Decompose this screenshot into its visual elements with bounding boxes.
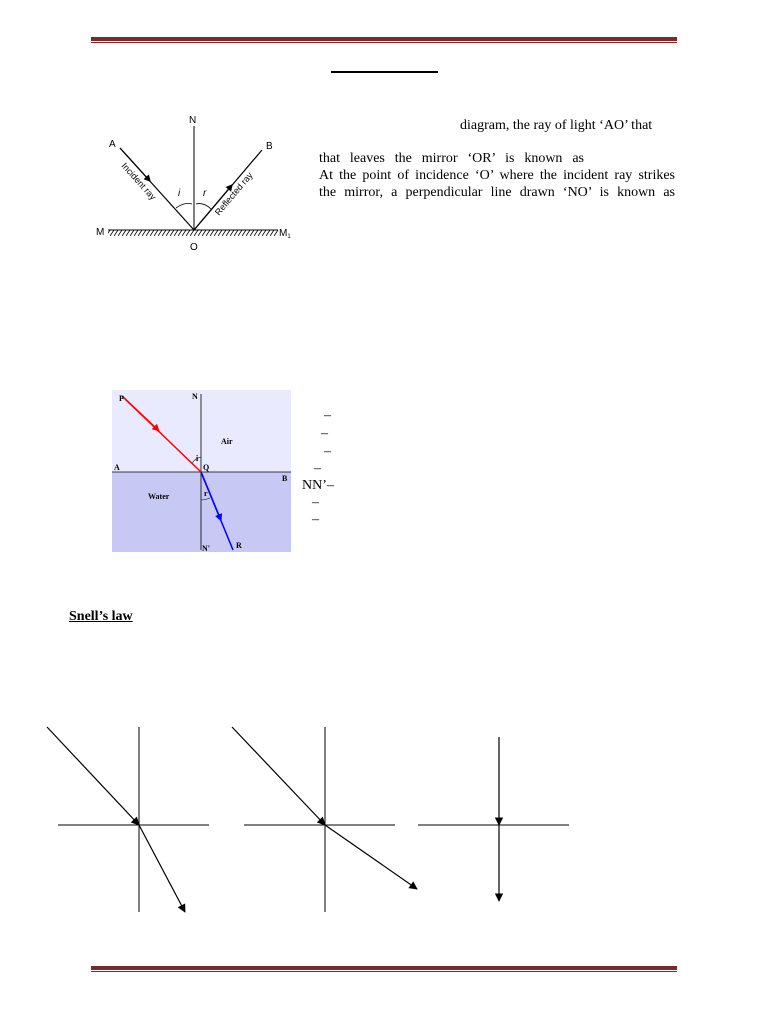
label-i: i bbox=[196, 454, 199, 463]
label-n: N bbox=[192, 392, 198, 401]
ray-diagram-2 bbox=[232, 727, 417, 912]
label-i: i bbox=[178, 188, 181, 199]
bottom-rule bbox=[91, 966, 677, 970]
ray-diagram-1 bbox=[47, 727, 209, 912]
label-m1-sub: 1 bbox=[287, 234, 291, 240]
label-n: N bbox=[189, 115, 197, 126]
snells-law-heading: Snell’s law bbox=[69, 609, 133, 624]
label-a: A bbox=[114, 463, 120, 472]
ray-diagram-1-refracted bbox=[139, 825, 185, 912]
angle-i-arc bbox=[176, 204, 192, 209]
label-b: B bbox=[266, 141, 273, 152]
reflection-text-line1: diagram, the ray of light ‘AO’ that bbox=[460, 118, 653, 133]
label-m: M bbox=[96, 227, 105, 238]
label-m1 bbox=[279, 228, 291, 240]
label-p: P bbox=[119, 394, 124, 403]
reflection-diagram bbox=[90, 110, 290, 260]
refraction-dash-6: – bbox=[312, 512, 319, 527]
reflection-text-line4: the mirror, a perpendicular line drawn ‘NO’ is known as bbox=[319, 185, 675, 200]
reflection-text-line3: At the point of incidence ‘O’ where the incident ray strikes bbox=[319, 168, 675, 183]
refraction-nn-label: NN’– bbox=[302, 478, 334, 493]
label-r: r bbox=[203, 188, 207, 199]
reflected-ray-label: Reflected ray bbox=[212, 170, 255, 218]
angle-r-arc bbox=[196, 204, 211, 209]
ray-diagram-3 bbox=[418, 737, 569, 901]
ray-diagram-2-refracted bbox=[325, 825, 417, 889]
top-rule bbox=[91, 37, 677, 41]
label-r: r bbox=[204, 489, 208, 498]
label-r-point: R bbox=[236, 541, 242, 550]
ray-diagram-1-incident bbox=[47, 727, 139, 825]
label-a: A bbox=[109, 139, 116, 150]
label-m1-main: M bbox=[279, 228, 288, 239]
refraction-dash-1: – bbox=[324, 408, 331, 423]
incident-ray-label: Incident ray bbox=[119, 160, 159, 202]
label-o: O bbox=[190, 242, 198, 253]
refraction-diagram bbox=[112, 390, 291, 552]
refraction-dash-3: – bbox=[324, 444, 331, 459]
ray-diagrams bbox=[0, 715, 768, 925]
refraction-dash-2: – bbox=[321, 426, 328, 441]
refraction-dash-5: – bbox=[312, 495, 319, 510]
label-n-prime: N' bbox=[202, 544, 210, 553]
water-region bbox=[112, 472, 291, 552]
label-q: Q bbox=[203, 463, 210, 472]
mirror-hatch bbox=[108, 230, 278, 236]
label-air: Air bbox=[221, 437, 233, 446]
ray-diagram-2-incident bbox=[232, 727, 325, 825]
reflection-text-line2: that leaves the mirror ‘OR’ is known as bbox=[319, 151, 584, 166]
label-water: Water bbox=[148, 492, 170, 501]
refraction-dash-4: – bbox=[314, 461, 321, 476]
air-region bbox=[112, 390, 291, 472]
label-b: B bbox=[282, 474, 288, 483]
title-underline bbox=[331, 71, 438, 73]
